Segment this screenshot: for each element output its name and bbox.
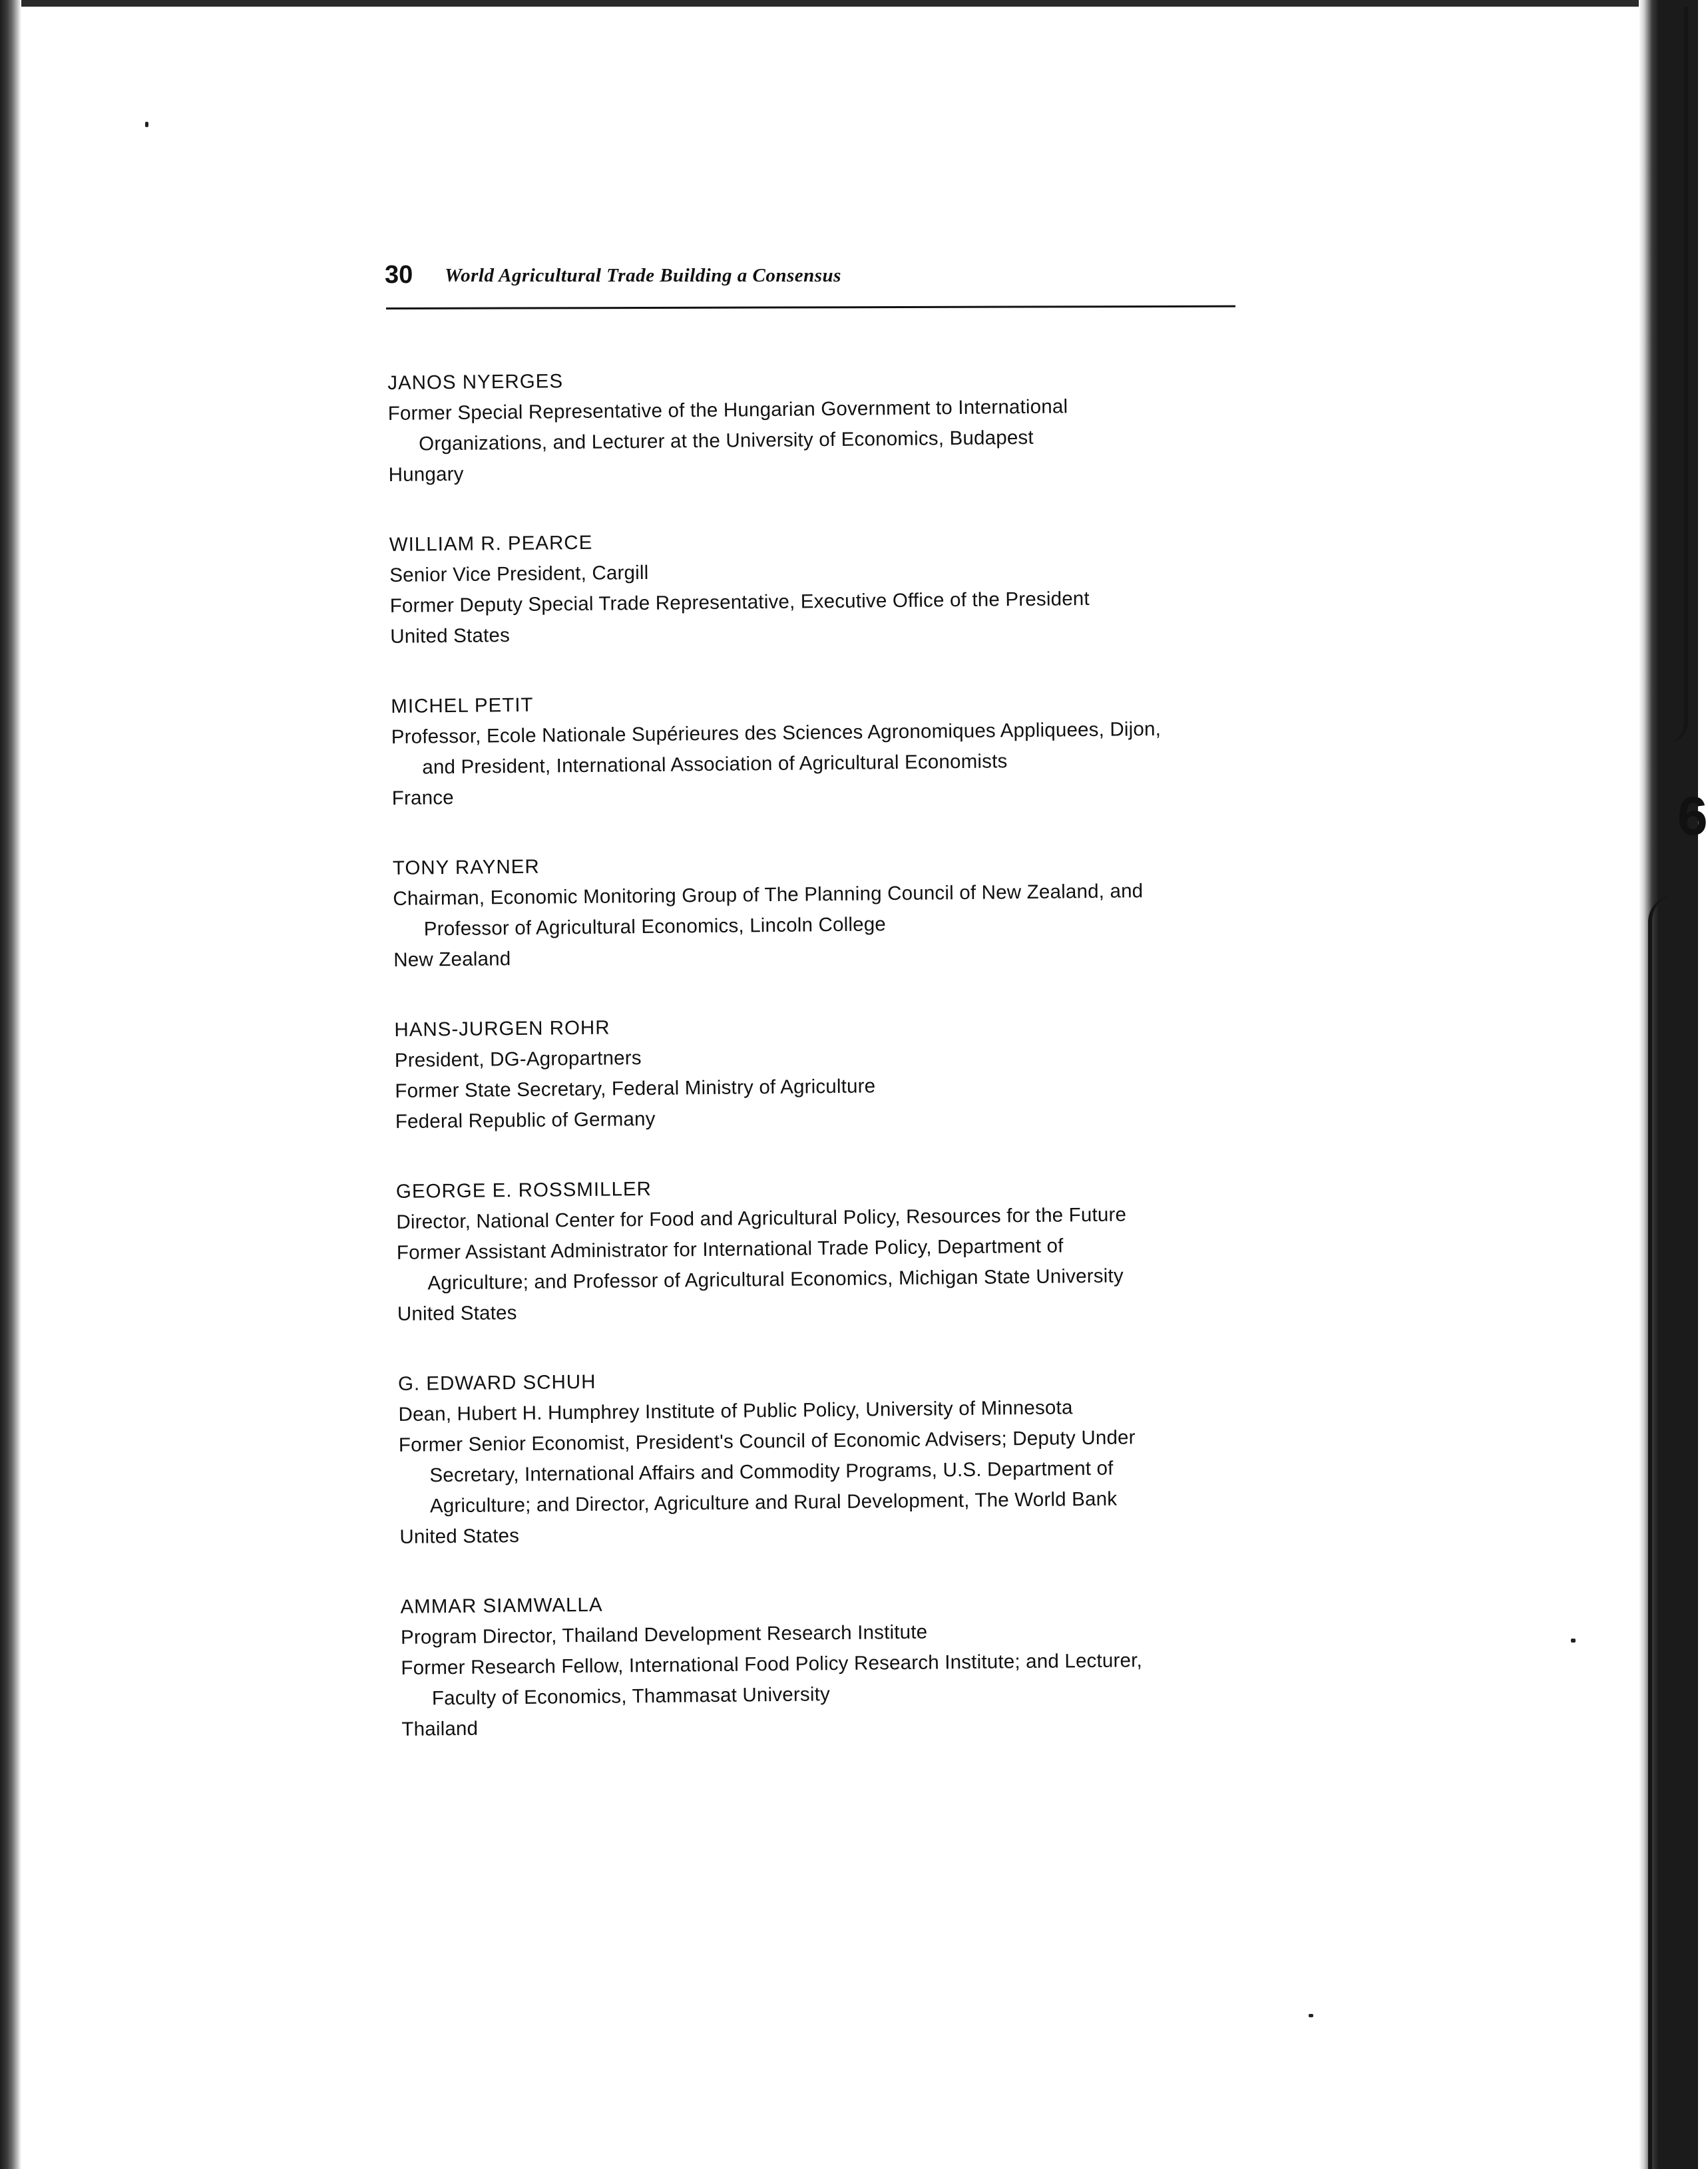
contributor-affiliation: Director, National Center for Food and Agricultural Policy, Resources for the Future [396, 1203, 1127, 1233]
contributor-name: TONY RAYNER [392, 855, 540, 879]
contributor-country: United States [397, 1302, 517, 1325]
contributor-entry [389, 520, 1249, 652]
contributors-list [387, 359, 1261, 1784]
page-curl-upper [1644, 7, 1688, 742]
margin-digit: 6 [1677, 786, 1708, 847]
scan-speck [1309, 2014, 1313, 2017]
page-curl-lower [1648, 895, 1692, 2169]
contributor-affiliation: President, DG-Agropartners [394, 1047, 642, 1072]
contributor-affiliation: Former Special Representative of the Hungarian Government to International [387, 395, 1068, 425]
contributor-name: G. EDWARD SCHUH [397, 1370, 596, 1395]
scan-speck [1571, 1639, 1576, 1643]
contributor-affiliation: Secretary, International Affairs and Commodity Programs, U.S. Department of [429, 1457, 1114, 1487]
contributor-country: Hungary [388, 463, 464, 486]
contributor-entry [398, 1360, 1259, 1552]
contributor-affiliation: Professor of Agricultural Economics, Lincoln College [423, 913, 887, 940]
page-number: 30 [385, 261, 413, 289]
contributor-country: United States [390, 624, 511, 648]
header-rule [386, 305, 1235, 309]
contributor-affiliation: Former Senior Economist, President's Council of Economic Advisers; Deputy Under [398, 1426, 1136, 1456]
contributor-affiliation: Agriculture; and Professor of Agricultural Economics, Michigan State University [427, 1265, 1124, 1294]
contributor-affiliation: Senior Vice President, Cargill [389, 561, 649, 586]
contributor-name: GEORGE E. ROSSMILLER [395, 1177, 652, 1203]
contributor-entry [393, 844, 1253, 975]
contributor-name: WILLIAM R. PEARCE [389, 531, 593, 556]
contributor-name: JANOS NYERGES [387, 370, 564, 394]
scan-edge-top [0, 0, 1698, 7]
contributor-affiliation: Chairman, Economic Monitoring Group of The Planning Council of New Zealand, and [393, 880, 1144, 910]
contributor-affiliation: Professor, Ecole Nationale Supérieures des Sciences Agronomiques Appliquees, Dijon, [391, 717, 1162, 748]
contributor-affiliation: Dean, Hubert H. Humphrey Institute of Public Policy, University of Minnesota [398, 1396, 1073, 1426]
contributor-affiliation: Agriculture; and Director, Agriculture and Rural Development, The World Bank [429, 1487, 1118, 1517]
contributor-country: France [391, 786, 454, 809]
running-title: World Agricultural Trade Building a Consensus [445, 265, 841, 286]
contributor-entry [400, 1583, 1260, 1744]
contributor-country: Federal Republic of Germany [395, 1107, 656, 1133]
contributor-affiliation: and President, International Association of Agricultural Economists [422, 750, 1008, 779]
scan-edge-left [0, 0, 21, 2169]
contributor-affiliation: Former Research Fellow, International Food Policy Research Institute; and Lecturer, [401, 1649, 1143, 1679]
contributor-affiliation: Program Director, Thailand Development Research Institute [400, 1621, 928, 1649]
contributor-country: Thailand [401, 1717, 479, 1740]
contributor-entry [391, 682, 1251, 813]
contributor-affiliation: Former Deputy Special Trade Representative, Executive Office of the President [389, 587, 1090, 617]
contributor-country: New Zealand [393, 948, 511, 971]
scan-speck [145, 122, 148, 127]
contributor-name: MICHEL PETIT [391, 693, 534, 717]
contributor-name: AMMAR SIAMWALLA [400, 1593, 603, 1618]
contributor-name: HANS-JURGEN ROHR [394, 1016, 610, 1041]
contributor-entry [394, 1006, 1254, 1137]
contributor-affiliation: Organizations, and Lecturer at the University of Economics, Budapest [419, 426, 1034, 455]
contributor-country: United States [399, 1525, 520, 1548]
contributor-affiliation: Former State Secretary, Federal Ministry of Agriculture [395, 1075, 876, 1102]
contributor-affiliation: Former Assistant Administrator for International Trade Policy, Department of [396, 1235, 1064, 1264]
contributor-entry [387, 359, 1247, 490]
contributor-entry [396, 1167, 1256, 1329]
running-header [385, 261, 1234, 301]
contributor-affiliation: Faculty of Economics, Thammasat University [431, 1683, 831, 1710]
